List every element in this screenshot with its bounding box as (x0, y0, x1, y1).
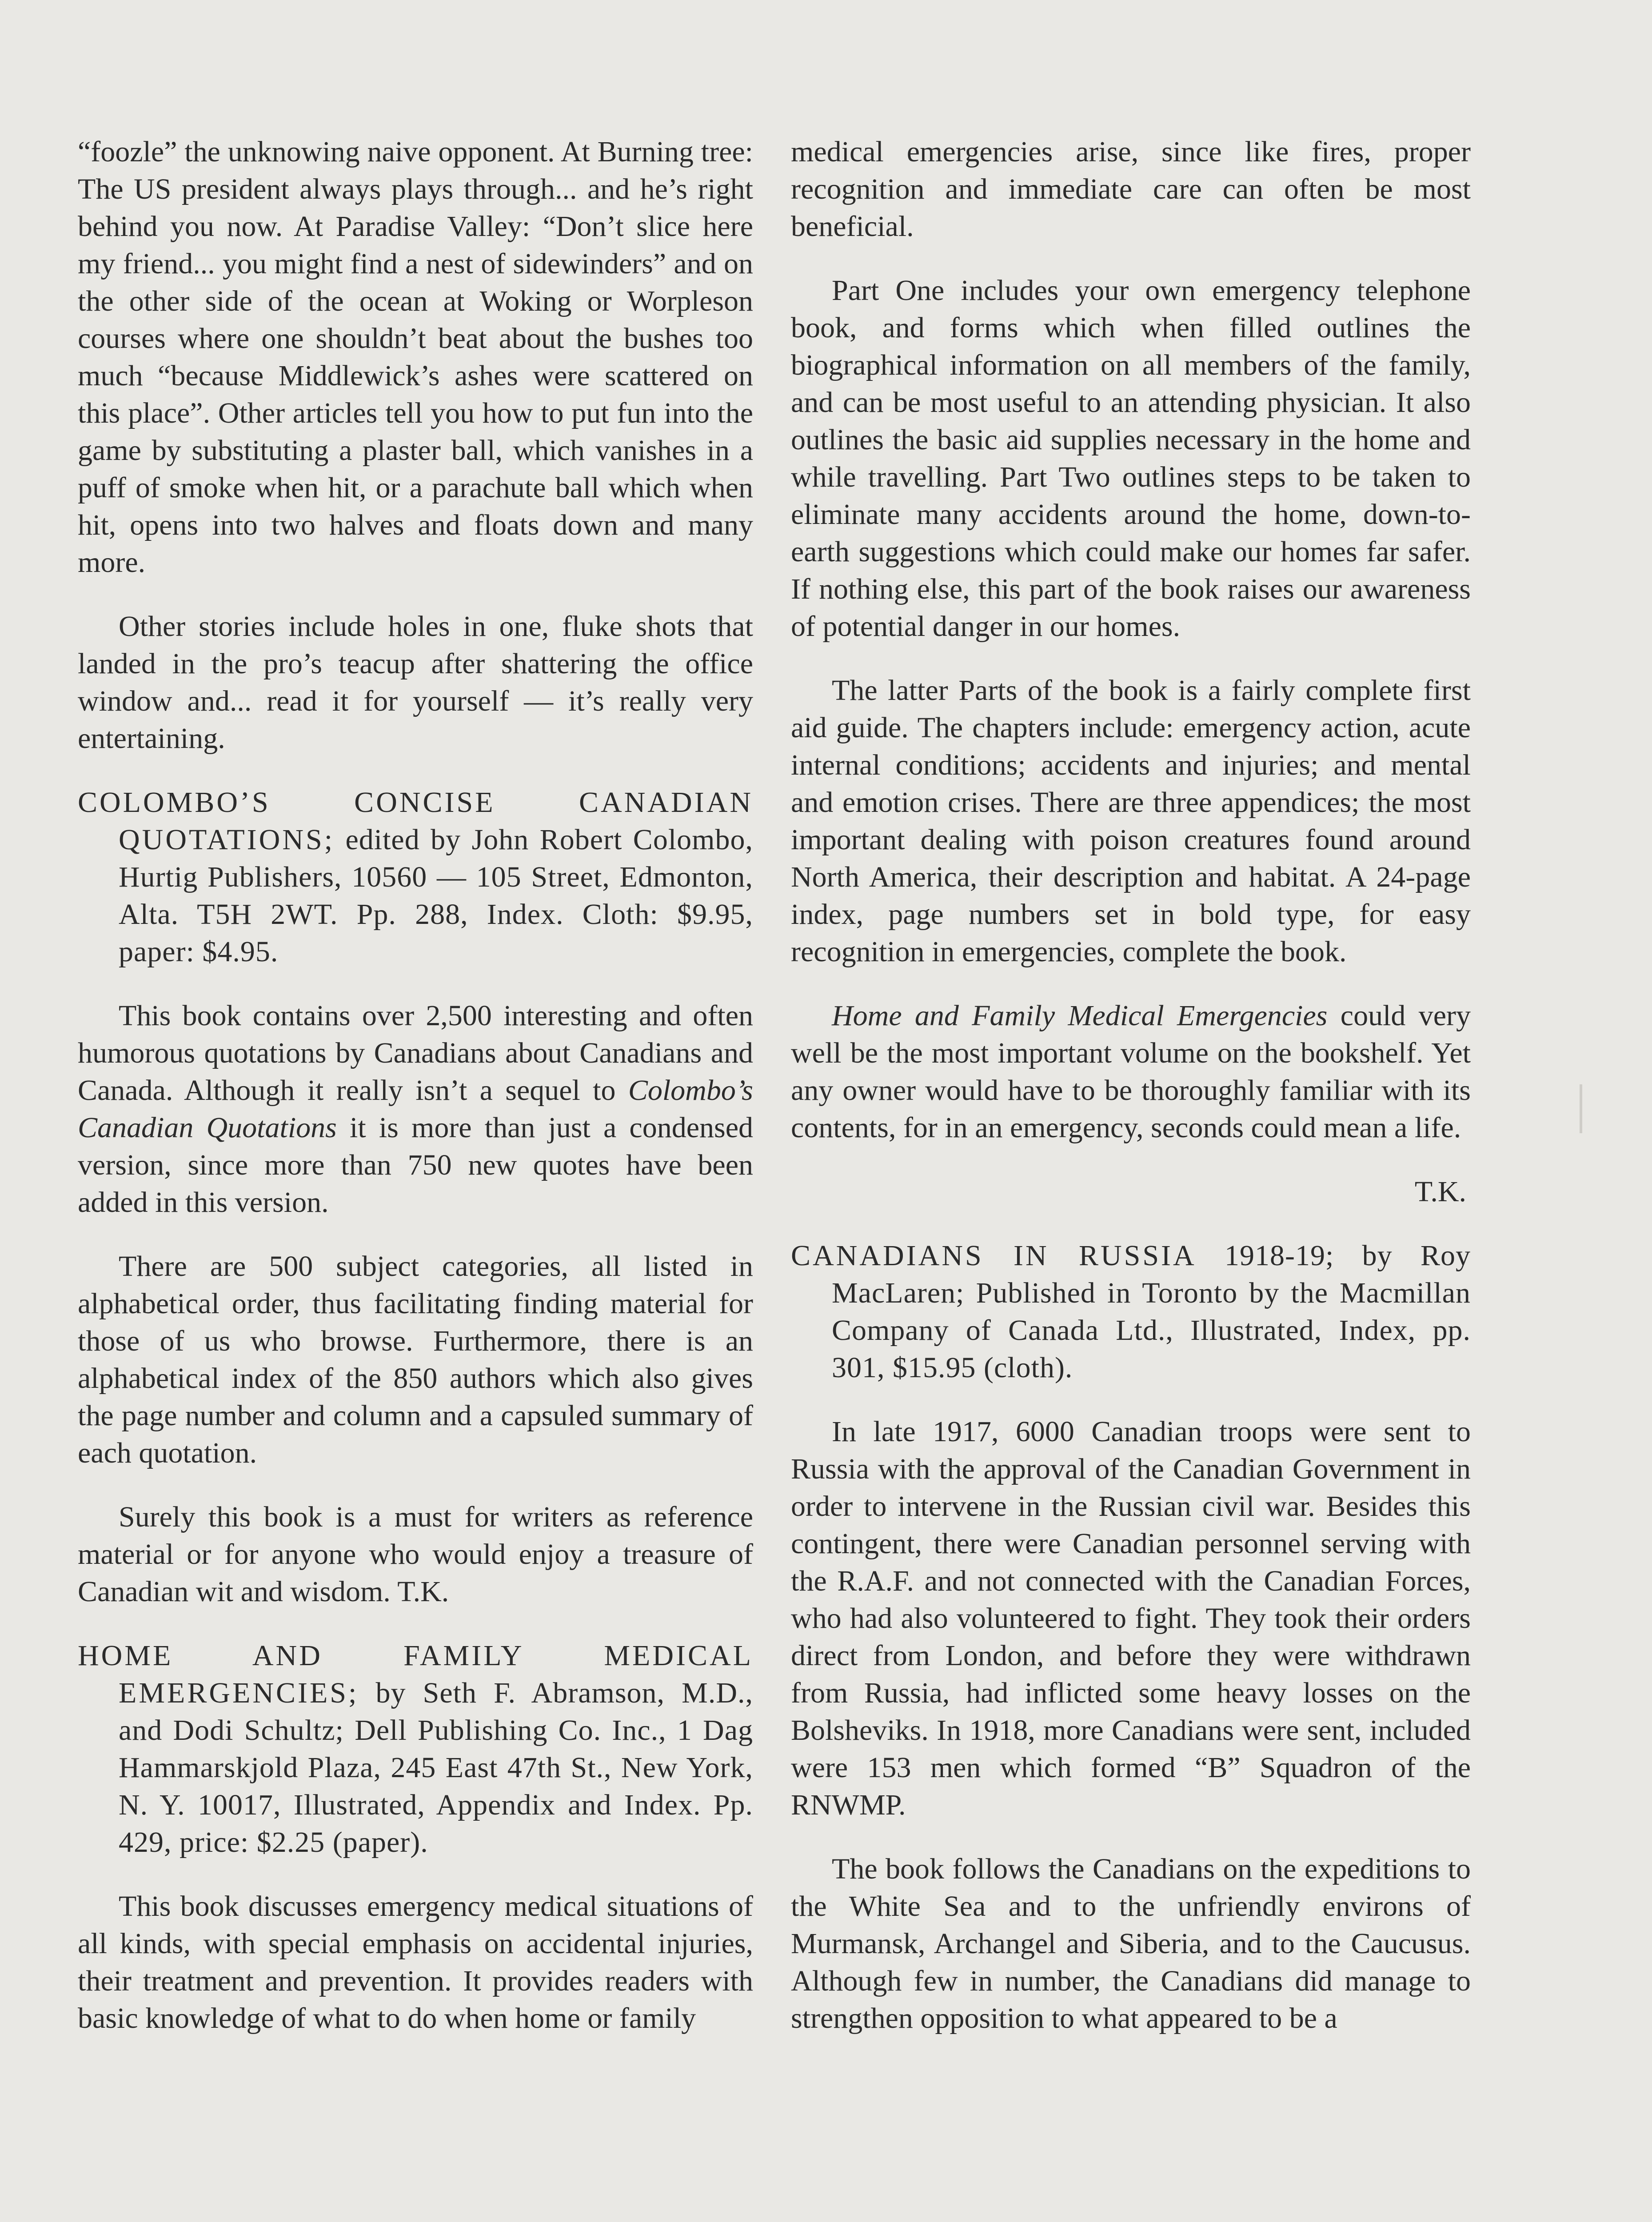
paragraph-text: it is more than just a condensed version, since more than 750 new quotes have been added in this version. (78, 1111, 753, 1219)
book-entry-heading (78, 784, 753, 971)
paragraph: Surely this book is a must for writers as reference material or for anyone who would enjoy a treasure of Canadian wit and wisdom. T.K. (78, 1501, 753, 1608)
paragraph-text: could very well be the most important volume on the bookshelf. Yet any owner would have to be thoroughly familiar with its contents, for in an emergency, seconds could mean a life. (791, 999, 1471, 1144)
paragraph: “foozle” the unknowing naive opponent. At Burning tree: The US president always plays through... and he’s right behind you now. At Paradise Valley: “Don’t slice here my friend... you might find a nest of sidewinders” and on the other side of the ocean at Woking or Worpleson courses where one shouldn’t beat about the bushes too much “because Middlewick’s ashes were scattered on this place”. Other articles tell you how to put fun into the game by substituting a plaster ball, which vanishes in a puff of smoke when hit, or a parachute ball which when hit, opens into two halves and floats down and many more. (78, 136, 753, 579)
paragraph: Other stories include holes in one, fluke shots that landed in the pro’s teacup after shattering the office window and... read it for yourself — it’s really very entertaining. (78, 610, 753, 755)
book-details: 1918-19; by Roy MacLaren; Published in Toronto by the Macmillan Company of Canada Ltd., Illustrated, Index, pp. 301, $15.95 (cloth). (832, 1239, 1471, 1384)
signature: T.K. (1414, 1175, 1466, 1208)
left-column (78, 133, 753, 2037)
paragraph: This book discusses emergency medical situations of all kinds, with special emphasis on accidental injuries, their treatment and prevention. It provides readers with basic knowledge of what to do when home or family (78, 1890, 753, 2034)
paragraph (791, 997, 1471, 1147)
book-title: CANADIANS IN RUSSIA (791, 1239, 1197, 1272)
book-entry-heading (78, 1637, 753, 1861)
paragraph-text: This book contains over 2,500 interesting and often humorous quotations by Canadians about Canadians and Canada. Although it really isn’t a sequel to (78, 999, 753, 1107)
paragraph: In late 1917, 6000 Canadian troops were sent to Russia with the approval of the Canadian Government in order to intervene in the Russian civil war. Besides this contingent, there were Canadian personnel serving with the R.A.F. and not connected with the Canadian Forces, who had also volunteered to fight. They took their orders direct from London, and before they were withdrawn from Russia, had inflicted some heavy losses on the Bolsheviks. In 1918, more Canadians were sent, included were 153 men which formed “B” Squadron of the RNWMP. (791, 1415, 1471, 1821)
italic-title: Colombo’s Canadian Quotations (78, 1074, 753, 1144)
paragraph: Part One includes your own emergency telephone book, and forms which when filled outlines the biographical information on all members of the family, and can be most useful to an attending physician. It also outlines the basic aid supplies necessary in the home and while travelling. Part Two outlines steps to be taken to eliminate many accidents around the home, down-to-earth suggestions which could make our homes far safer. If nothing else, this part of the book raises our awareness of potential danger in our homes. (791, 274, 1471, 643)
book-details: edited by John Robert Colombo, Hurtig Publishers, 10560 — 105 Street, Edmonton, Alta. T5H 2WT. Pp. 288, Index. Cloth: $9.95, paper: $4.95. (119, 823, 753, 968)
right-column (791, 133, 1471, 2037)
book-details: by Seth F. Abramson, M.D., and Dodi Schultz; Dell Publishing Co. Inc., 1 Dag Hammarskjold Plaza, 245 East 47th St., New York, N. Y. 10017, Illustrated, Appendix and Index. Pp. 429, price: $2.25 (paper). (119, 1677, 753, 1858)
book-entry-heading (791, 1237, 1471, 1387)
italic-title: Home and Family Medical Emergencies (832, 999, 1328, 1032)
book-title: COLOMBO’S CONCISE CANADIAN QUOTATIONS; (78, 786, 753, 856)
paragraph: medical emergencies arise, since like fires, proper recognition and immediate care can often be most beneficial. (791, 136, 1471, 243)
paragraph (78, 997, 753, 1221)
margin-mark (1580, 1084, 1582, 1133)
paragraph: The latter Parts of the book is a fairly complete first aid guide. The chapters include: emergency action, acute internal conditions; accidents and injuries; and mental and emotion crises. There are three appendices; the most important dealing with poison creatures found around North America, their description and habitat. A 24-page index, page numbers set in bold type, for easy recognition in emergencies, complete the book. (791, 674, 1471, 968)
paragraph: There are 500 subject categories, all listed in alphabetical order, thus facilitating finding material for those of us who browse. Furthermore, there is an alphabetical index of the 850 authors which also gives the page number and column and a capsuled summary of each quotation. (78, 1250, 753, 1469)
paragraph: The book follows the Canadians on the expeditions to the White Sea and to the unfriendly environs of Murmansk, Archangel and Siberia, and to the Caucusus. Although few in number, the Canadians did manage to strengthen opposition to what appeared to be a (791, 1853, 1471, 2034)
book-title: HOME AND FAMILY MEDICAL EMERGENCIES; (78, 1639, 753, 1709)
